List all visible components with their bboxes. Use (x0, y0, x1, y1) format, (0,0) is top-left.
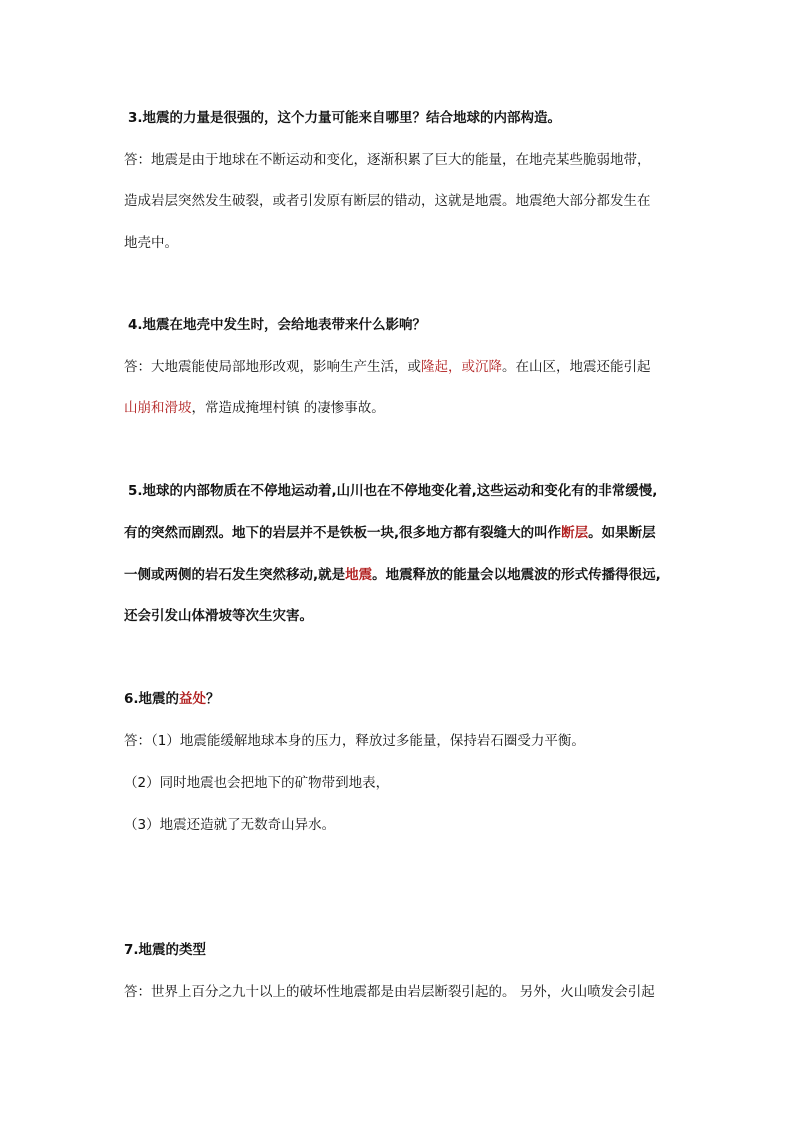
q4-answer-line-1 (124, 357, 680, 377)
q5-text: 一侧或两侧的岩石发生突然移动,就是 (124, 567, 346, 583)
q6-title-text: 6.地震的 (124, 691, 180, 707)
q4-highlight-comma: ， (448, 359, 462, 375)
q4-answer-text: 答：大地震能使局部地形改观，影响生产生活，或 (124, 359, 421, 375)
q5-line-2 (124, 523, 680, 543)
q5-highlight-earthquake: 地震 (345, 567, 373, 583)
q3-answer-line-1: 答：地震是由于地球在不断运动和变化，逐渐积累了巨大的能量，在地壳某些脆弱地带， (124, 152, 651, 168)
q3-answer-line-2: 造成岩层突然发生破裂，或者引发原有断层的错动，这就是地震。地震绝大部分都发生在 (124, 193, 651, 209)
q4-highlight-uplift: 隆起 (421, 359, 448, 375)
q4-title: 4.地震在地壳中发生时，会给地表带来什么影响？ (128, 317, 427, 333)
q5-highlight-fault: 断层 (561, 525, 589, 541)
q4-answer-text: 。在山区，地震还能引起 (502, 359, 651, 375)
q6-title (124, 689, 680, 709)
q5-text: 有的突然而剧烈。地下的岩层并不是铁板一块,很多地方都有裂缝大的叫作 (124, 525, 562, 541)
q4-highlight-subsidence: 或沉降 (461, 359, 502, 375)
q3-answer-line-3: 地壳中。 (124, 235, 178, 251)
q4-highlight-landslide: 山崩和滑坡 (124, 400, 192, 416)
q5-text: 。地震释放的能量会以地震波的形式传播得很远, (372, 567, 661, 583)
q6-highlight-benefit: 益处 (179, 691, 207, 707)
q6-answer-line-1: 答：（1）地震能缓解地球本身的压力，释放过多能量，保持岩石圈受力平衡。 (124, 733, 585, 749)
q5-text: 。如果断层 (588, 525, 656, 541)
q5-line-1: 5.地球的内部物质在不停地运动着,山川也在不停地变化着,这些运动和变化有的非常缓慢, (128, 483, 658, 499)
q4-answer-line-2 (124, 398, 680, 418)
q6-answer-line-2: （2）同时地震也会把地下的矿物带到地表， (124, 775, 390, 791)
q7-answer-line-1: 答：世界上百分之九十以上的破坏性地震都是由岩层断裂引起的。 另外，火山喷发会引起 (124, 984, 655, 1000)
q4-answer-text: ，常造成掩埋村镇 的凄惨事故。 (191, 400, 385, 416)
q3-title: 3.地震的力量是很强的，这个力量可能来自哪里？结合地球的内部构造。 (128, 110, 562, 126)
q7-title: 7.地震的类型 (124, 942, 207, 958)
q5-line-4: 还会引发山体滑坡等次生灾害。 (124, 608, 313, 624)
q6-title-text: ？ (206, 691, 220, 707)
q6-answer-line-3: （3）地震还造就了无数奇山异水。 (124, 817, 336, 833)
q5-line-3 (124, 565, 680, 585)
